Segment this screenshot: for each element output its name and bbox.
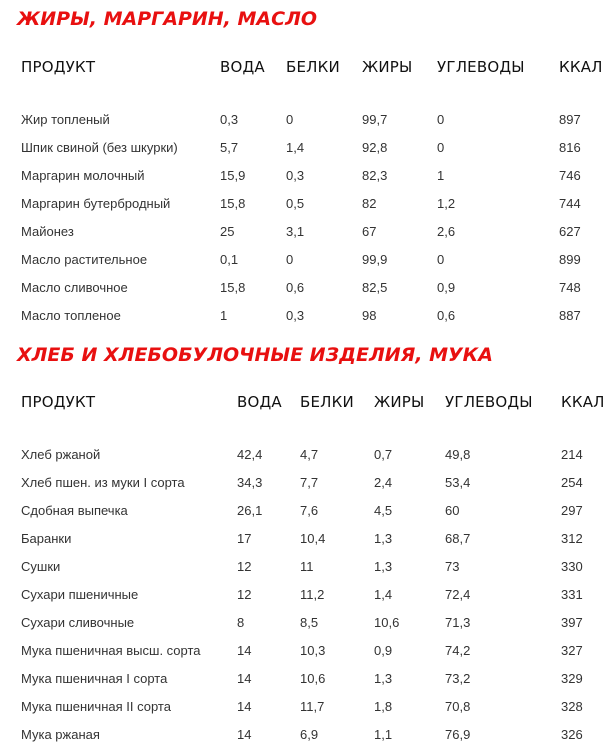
cell-protein: 0,5 [286,195,305,211]
cell-protein: 3,1 [286,223,305,239]
cell-fat: 98 [362,307,377,323]
cell-protein: 7,6 [300,502,319,518]
table-row [14,720,608,748]
cell-product: Хлеб пшен. из муки I сорта [21,474,185,490]
table-row [14,580,608,608]
cell-kcal: 312 [561,530,583,546]
cell-product: Майонез [21,223,74,239]
cell-protein: 0,3 [286,307,305,323]
cell-water: 0,3 [220,111,239,127]
cell-kcal: 326 [561,726,583,742]
cell-fat: 0,7 [374,446,393,462]
cell-protein: 7,7 [300,474,319,490]
spacer-cell [14,413,608,440]
cell-water: 17 [237,530,252,546]
cell-kcal: 329 [561,670,583,686]
cell-product: Сухари пшеничные [21,586,139,602]
cell-product: Маргарин молочный [21,167,145,183]
cell-carbs: 0 [437,139,445,155]
cell-kcal: 887 [559,307,581,323]
cell-carbs: 71,3 [445,614,471,630]
cell-fat: 1,3 [374,670,393,686]
cell-kcal: 331 [561,586,583,602]
cell-carbs: 1,2 [437,195,456,211]
cell-water: 12 [237,586,252,602]
cell-fat: 1,3 [374,530,393,546]
cell-carbs: 49,8 [445,446,471,462]
cell-protein: 11 [300,558,314,574]
table-row [14,608,608,636]
cell-water: 15,8 [220,279,246,295]
cell-kcal: 328 [561,698,583,714]
column-header-water: ВОДА [237,393,282,411]
column-header-product: ПРОДУКТ [21,58,96,76]
column-header-water: ВОДА [220,58,265,76]
cell-fat: 67 [362,223,377,239]
cell-fat: 2,4 [374,474,393,490]
cell-kcal: 327 [561,642,583,658]
cell-product: Мука пшеничная высш. сорта [21,642,201,658]
cell-protein: 0,3 [286,167,305,183]
column-header-product: ПРОДУКТ [21,393,96,411]
cell-kcal: 746 [559,167,581,183]
column-header-fat: ЖИРЫ [374,393,425,411]
cell-carbs: 1 [437,167,445,183]
cell-water: 8 [237,614,245,630]
column-header-protein: БЕЛКИ [286,58,340,76]
cell-kcal: 297 [561,502,583,518]
cell-product: Баранки [21,530,72,546]
cell-kcal: 214 [561,446,583,462]
cell-product: Хлеб ржаной [21,446,101,462]
cell-kcal: 897 [559,111,581,127]
cell-fat: 1,1 [374,726,393,742]
cell-fat: 0,9 [374,642,393,658]
cell-carbs: 0,9 [437,279,456,295]
column-header-protein: БЕЛКИ [300,393,354,411]
cell-water: 25 [220,223,235,239]
column-header-carbs: УГЛЕВОДЫ [437,58,525,76]
cell-carbs: 73 [445,558,460,574]
cell-protein: 0,6 [286,279,305,295]
cell-carbs: 2,6 [437,223,456,239]
cell-protein: 0 [286,251,294,267]
cell-product: Маргарин бутербродный [21,195,171,211]
table-row [14,189,608,217]
cell-water: 34,3 [237,474,263,490]
cell-carbs: 0,6 [437,307,456,323]
cell-product: Мука пшеничная I сорта [21,670,168,686]
cell-fat: 1,3 [374,558,393,574]
cell-protein: 6,9 [300,726,319,742]
cell-product: Мука ржаная [21,726,100,742]
table-row [14,636,608,664]
header-spacer-row [14,413,608,440]
cell-fat: 1,4 [374,586,393,602]
cell-fat: 99,7 [362,111,388,127]
cell-carbs: 72,4 [445,586,471,602]
column-header-kcal: ККАЛ [561,393,605,411]
table-row [14,692,608,720]
column-header-fat: ЖИРЫ [362,58,413,76]
table-row [14,273,608,301]
cell-water: 5,7 [220,139,239,155]
cell-kcal: 254 [561,474,583,490]
cell-carbs: 73,2 [445,670,471,686]
cell-fat: 92,8 [362,139,388,155]
cell-fat: 10,6 [374,614,400,630]
cell-product: Сушки [21,558,61,574]
table-row [14,664,608,692]
cell-product: Масло сливочное [21,279,128,295]
table-row [14,468,608,496]
table-row [14,440,608,468]
cell-fat: 82 [362,195,377,211]
table-row [14,552,608,580]
cell-protein: 1,4 [286,139,305,155]
table-row [14,245,608,273]
cell-protein: 10,6 [300,670,326,686]
section-title-fats: ЖИРЫ, МАРГАРИН, МАСЛО [17,8,318,30]
header-spacer-row [14,78,608,105]
cell-product: Жир топленый [21,111,110,127]
cell-fat: 82,3 [362,167,388,183]
cell-product: Шпик свиной (без шкурки) [21,139,178,155]
cell-carbs: 53,4 [445,474,471,490]
cell-kcal: 627 [559,223,581,239]
column-header-carbs: УГЛЕВОДЫ [445,393,533,411]
cell-fat: 82,5 [362,279,388,295]
column-header-kcal: ККАЛ [559,58,603,76]
cell-kcal: 397 [561,614,583,630]
cell-product: Сухари сливочные [21,614,135,630]
cell-fat: 1,8 [374,698,393,714]
table-row [14,217,608,245]
table-row [14,301,608,329]
table-row [14,133,608,161]
cell-protein: 11,7 [300,698,325,714]
cell-protein: 11,2 [300,586,325,602]
cell-water: 14 [237,642,252,658]
cell-product: Мука пшеничная II сорта [21,698,171,714]
nutrition-table-fats [14,56,608,329]
cell-carbs: 70,8 [445,698,471,714]
cell-protein: 10,3 [300,642,326,658]
cell-carbs: 0 [437,111,445,127]
cell-water: 0,1 [220,251,239,267]
table-header-row [14,391,608,413]
cell-protein: 8,5 [300,614,319,630]
cell-carbs: 68,7 [445,530,471,546]
spacer-cell [14,78,608,105]
cell-fat: 4,5 [374,502,393,518]
table-row [14,105,608,133]
cell-kcal: 744 [559,195,581,211]
cell-water: 15,8 [220,195,246,211]
cell-product: Масло топленое [21,307,121,323]
cell-water: 15,9 [220,167,246,183]
cell-water: 14 [237,698,252,714]
cell-protein: 0 [286,111,294,127]
cell-protein: 10,4 [300,530,326,546]
table-row [14,524,608,552]
cell-protein: 4,7 [300,446,319,462]
cell-water: 26,1 [237,502,263,518]
cell-carbs: 76,9 [445,726,471,742]
cell-carbs: 60 [445,502,460,518]
cell-water: 42,4 [237,446,263,462]
table-row [14,496,608,524]
cell-kcal: 899 [559,251,581,267]
cell-water: 14 [237,670,252,686]
cell-product: Сдобная выпечка [21,502,128,518]
cell-water: 14 [237,726,252,742]
cell-fat: 99,9 [362,251,388,267]
nutrition-table-bread [14,391,608,748]
cell-product: Масло растительное [21,251,148,267]
cell-kcal: 748 [559,279,581,295]
cell-kcal: 330 [561,558,583,574]
section-title-bread: ХЛЕБ И ХЛЕБОБУЛОЧНЫЕ ИЗДЕЛИЯ, МУКА [17,344,493,366]
table-header-row [14,56,608,78]
cell-kcal: 816 [559,139,581,155]
cell-carbs: 74,2 [445,642,471,658]
table-row [14,161,608,189]
cell-carbs: 0 [437,251,445,267]
cell-water: 12 [237,558,252,574]
cell-water: 1 [220,307,228,323]
